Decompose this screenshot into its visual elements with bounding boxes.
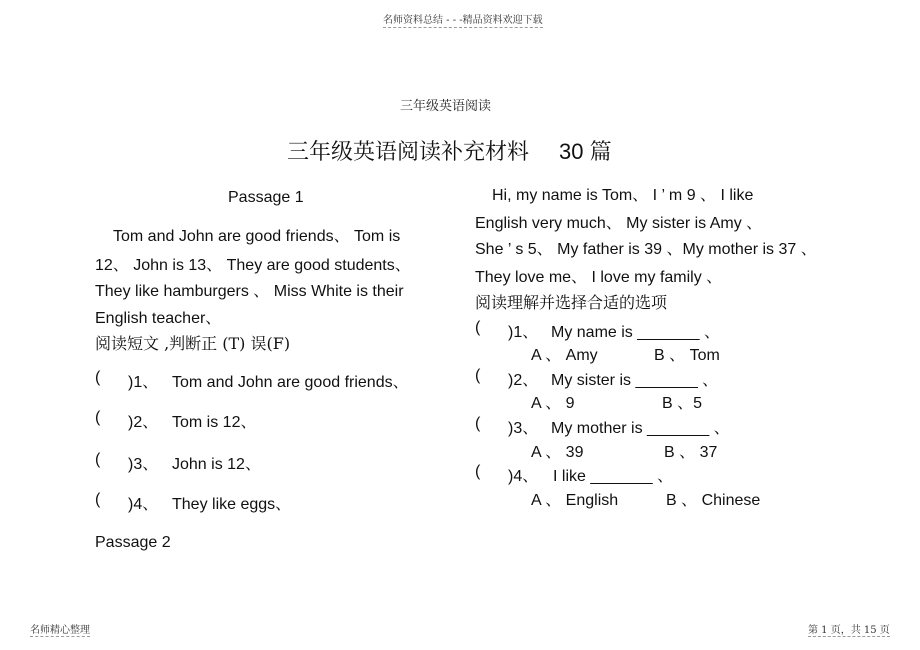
footer-left-divider — [30, 636, 90, 637]
p2-q1-option-b: B 、 Tom — [654, 347, 720, 364]
p1-question-2: ( )2、 Tom is 12、 — [95, 409, 257, 431]
passage2-line-3: She ’ s 5、 My father is 39 、My mother is 37 、 — [475, 241, 817, 258]
p2-question-2: ( )2、 My sister is _______ 、 — [475, 367, 719, 389]
passage2-heading: Passage 2 — [95, 534, 171, 551]
p2-q1-option-a: A 、 Amy — [531, 347, 598, 364]
doc-subtitle: 三年级英语阅读 — [400, 99, 492, 114]
header-divider — [383, 27, 543, 28]
passage1-instruction: 阅读短文 ,判断正 (T) 误(F) — [95, 334, 291, 353]
page-header-banner: 名师资料总结 - - -精品资料欢迎下载 — [383, 15, 543, 26]
p2-q3-option-a: A 、 39 — [531, 444, 584, 461]
p2-q4-option-b: B 、 Chinese — [666, 492, 761, 509]
page-counter: 第 1 页，共 15 页 — [808, 625, 890, 636]
p1-question-4: ( )4、 They like eggs、 — [95, 491, 292, 513]
footer-left-label: 名师精心整理 — [30, 625, 90, 636]
p2-q4-option-a: A 、 English — [531, 492, 619, 509]
passage1-heading: Passage 1 — [228, 189, 304, 206]
footer-right-divider — [808, 636, 890, 637]
passage1-line-1: Tom and John are good friends、 Tom is — [113, 228, 401, 245]
p2-q2-option-b: B 、5 — [662, 395, 703, 412]
passage2-line-2: English very much、 My sister is Amy 、 — [475, 215, 763, 232]
doc-title-text: 三年级英语阅读补充材料 — [287, 140, 530, 165]
p1-question-1: ( )1、 Tom and John are good friends、 — [95, 369, 409, 391]
passage2-line-4: They love me、 I love my family 、 — [475, 269, 723, 286]
p2-question-3: ( )3、 My mother is _______ 、 — [475, 415, 730, 437]
p2-question-4: ( )4、 I like _______ 、 — [475, 463, 674, 485]
p2-q3-option-b: B 、 37 — [664, 444, 718, 461]
passage2-instruction: 阅读理解并选择合适的选项 — [475, 293, 668, 312]
passage2-line-1: Hi, my name is Tom、 I ’ m 9 、 I like — [492, 187, 754, 204]
passage1-line-3: They like hamburgers 、 Miss White is their — [95, 283, 404, 300]
p2-question-1: ( )1、 My name is _______ 、 — [475, 319, 720, 341]
p1-question-3: ( )3、 John is 12、 — [95, 451, 261, 473]
doc-title-count: 30 篇 — [559, 139, 612, 164]
passage1-line-4: English teacher、 — [95, 310, 222, 327]
doc-title — [287, 135, 612, 166]
passage1-line-2: 12、 John is 13、 They are good students、 — [95, 257, 411, 274]
p2-q2-option-a: A 、 9 — [531, 395, 575, 412]
